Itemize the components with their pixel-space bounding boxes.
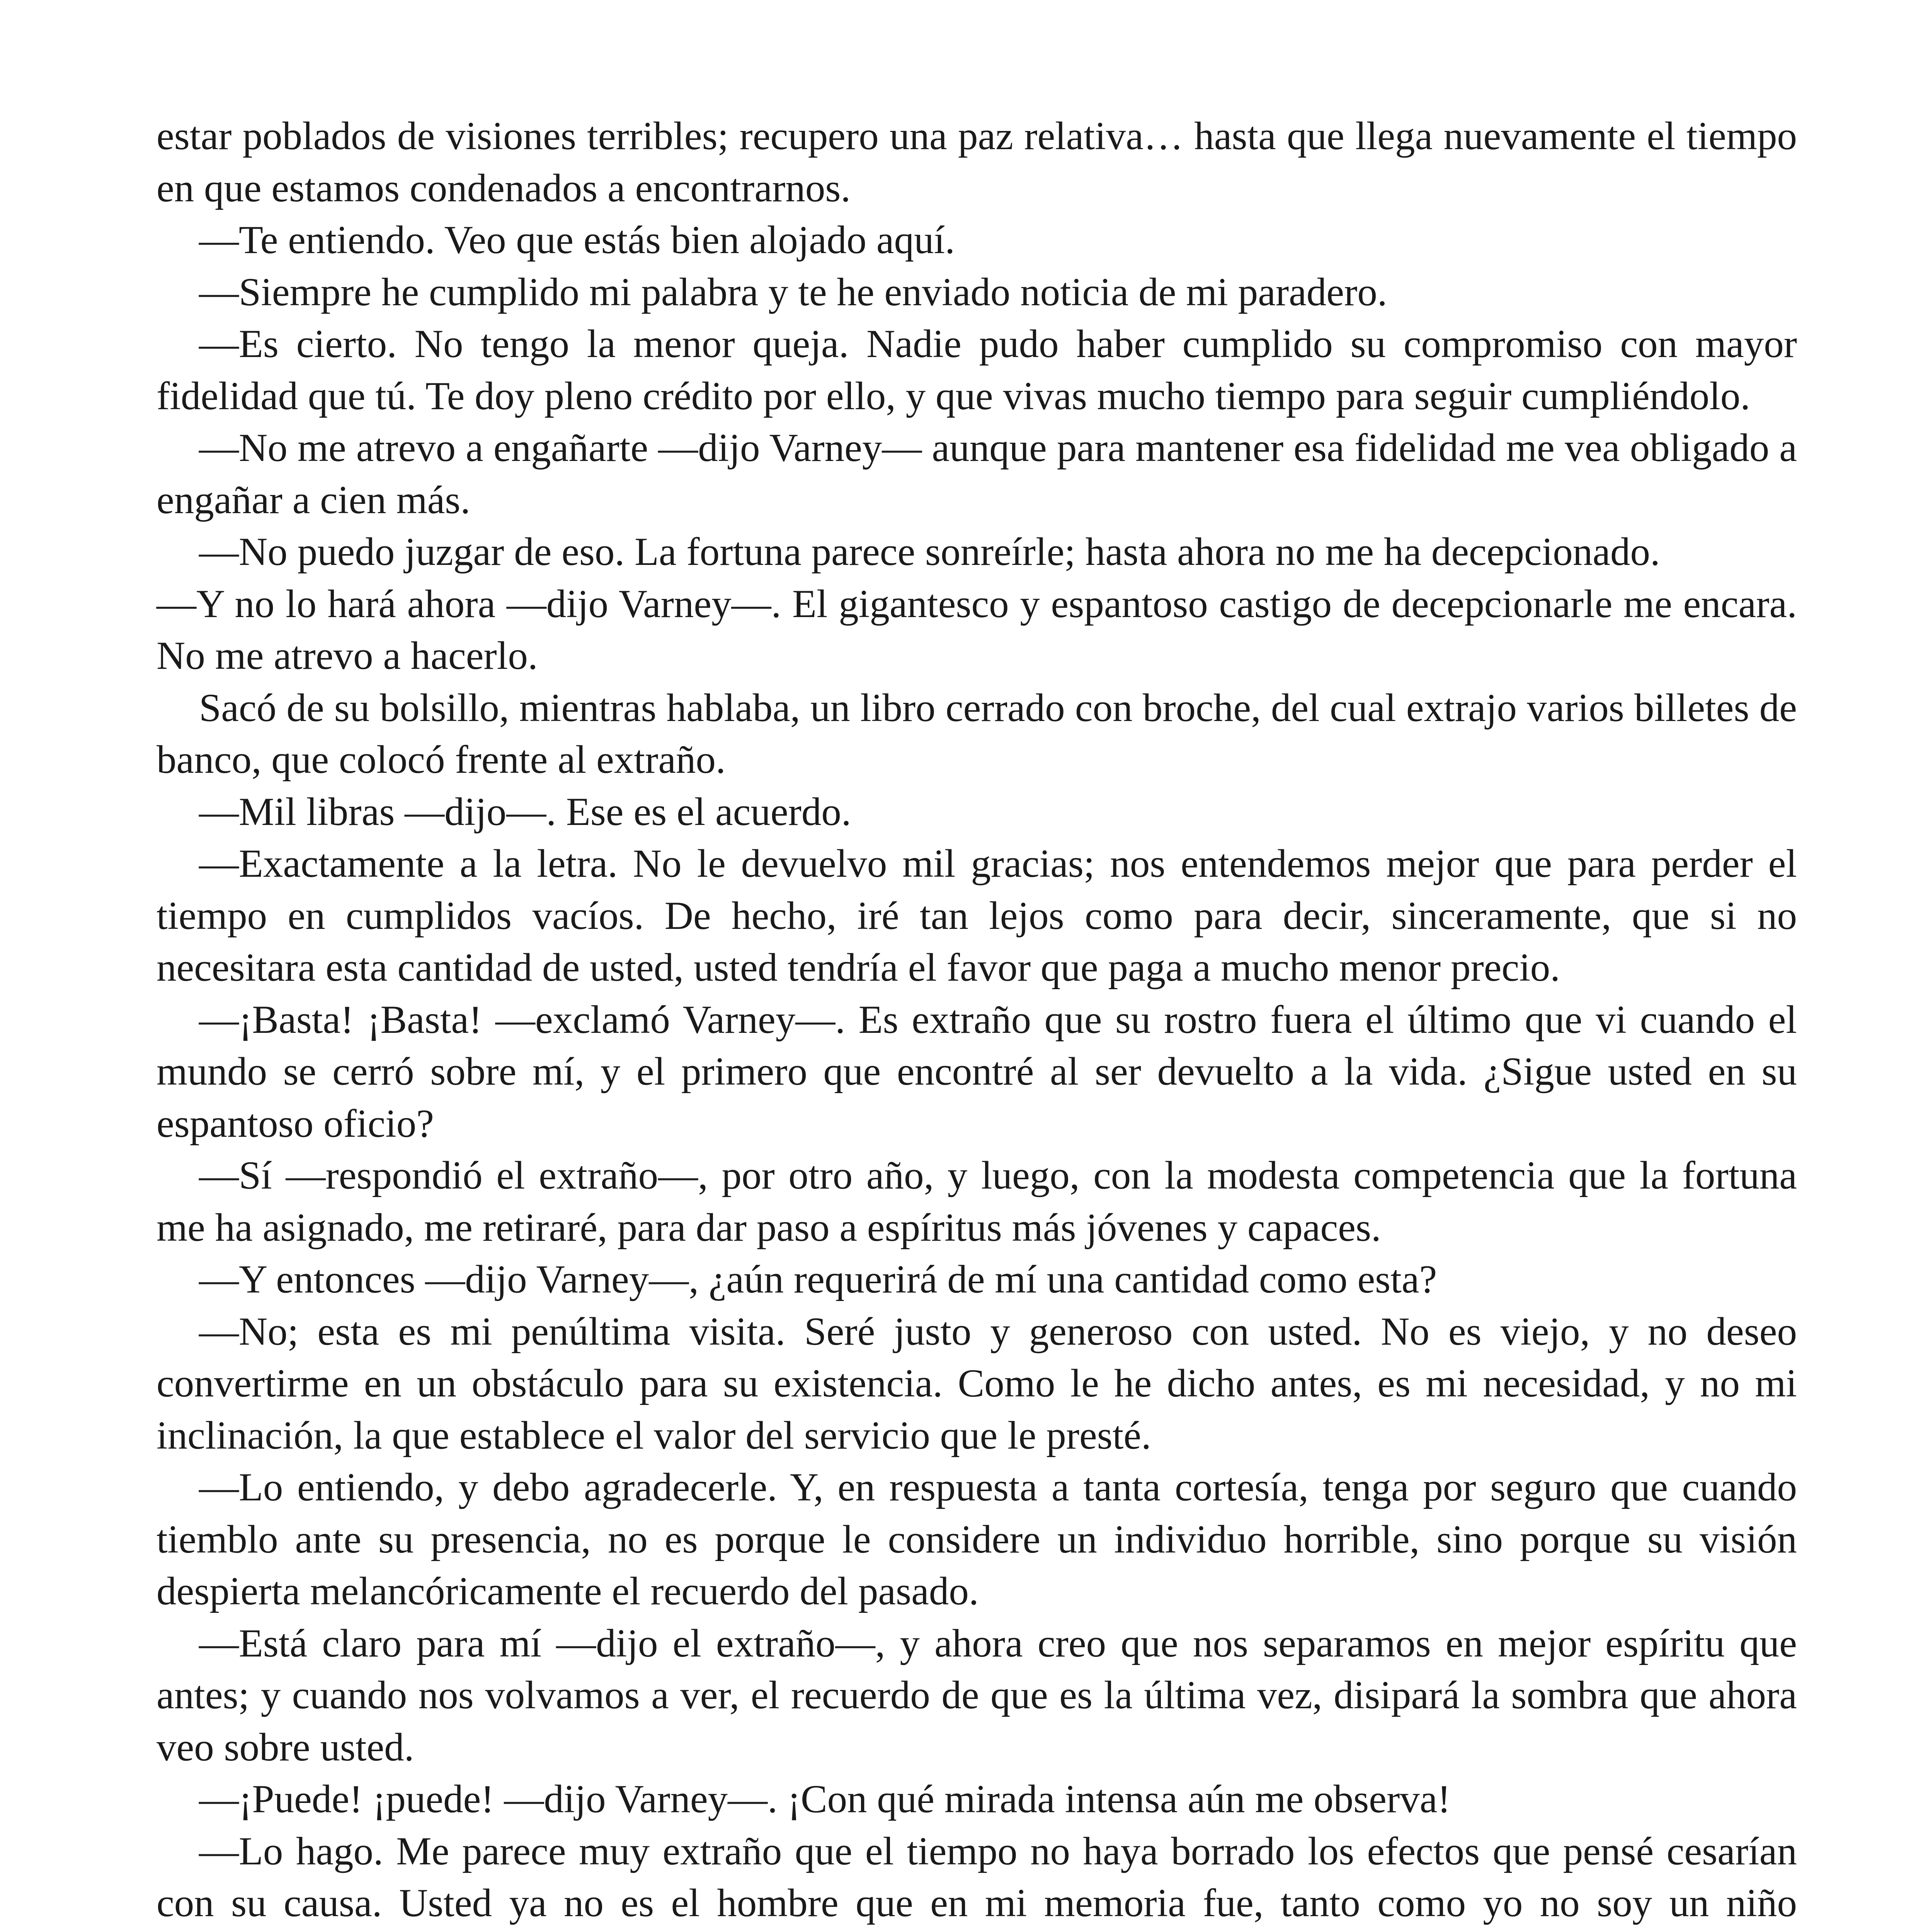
paragraph-5: —No me atrevo a engañarte —dijo Varney— aunque para mantener esa fidelidad me vea obligado a engañar a cien más. [157,426,1797,522]
paragraph-15: —Lo entiendo, y debo agradecerle. Y, en respuesta a tanta cortesía, tenga por seguro que cuando tiemblo ante su presencia, no es porque le considere un individuo horrible, sino porque su visión despierta melancóricamente el recuerdo del pasado. [157,1465,1797,1613]
paragraph-12: —Sí —respondió el extraño—, por otro año, y luego, con la modesta competencia que la fortuna me ha asignado, me retiraré, para dar paso a espíritus más jóvenes y capaces. [157,1153,1797,1250]
paragraph-1: estar poblados de visiones terribles; recupero una paz relativa… hasta que llega nuevamente el tiempo en que estamos condenados a encontrarnos. [157,114,1797,210]
paragraph-16: —Está claro para mí —dijo el extraño—, y ahora creo que nos separamos en mejor espíritu que antes; y cuando nos volvamos a ver, el recuerdo de que es la última vez, disipará la sombra que ahora veo sobre usted. [157,1621,1797,1769]
page-body [157,110,1797,1932]
paragraph-7: —Y no lo hará ahora —dijo Varney—. El gigantesco y espantoso castigo de decepcionarle me encara. No me atrevo a hacerlo. [157,582,1797,678]
paragraph-3: —Siempre he cumplido mi palabra y te he enviado noticia de mi paradero. [199,270,1387,314]
paragraph-4: —Es cierto. No tengo la menor queja. Nadie pudo haber cumplido su compromiso con mayor fidelidad que tú. Te doy pleno crédito por ello, y que vivas mucho tiempo para seguir cumpliéndolo. [157,322,1797,418]
paragraph-14: —No; esta es mi penúltima visita. Seré justo y generoso con usted. No es viejo, y no deseo convertirme en un obstáculo para su existencia. Como le he dicho antes, es mi necesidad, y no mi inclinación, la que establece el valor del servicio que le presté. [157,1309,1797,1458]
paragraph-13: —Y entonces —dijo Varney—, ¿aún requerirá de mí una cantidad como esta? [199,1257,1437,1301]
paragraph-2: —Te entiendo. Veo que estás bien alojado aquí. [199,218,955,262]
paragraph-6: —No puedo juzgar de eso. La fortuna parece sonreírle; hasta ahora no me ha decepcionado. [199,530,1660,574]
paragraph-18: —Lo hago. Me parece muy extraño que el tiempo no haya borrado los efectos que pensé cesarían con su causa. Usted ya no es el hombre que en mi memoria fue, tanto como yo no soy un niño [157,1829,1797,1925]
paragraph-17: —¡Puede! ¡puede! —dijo Varney—. ¡Con qué mirada intensa aún me observa! [199,1777,1451,1821]
paragraph-9: —Mil libras —dijo—. Ese es el acuerdo. [199,789,851,834]
paragraph-8: Sacó de su bolsillo, mientras hablaba, un libro cerrado con broche, del cual extrajo varios billetes de banco, que colocó frente al extraño. [157,685,1797,782]
paragraph-10: —Exactamente a la letra. No le devuelvo mil gracias; nos entendemos mejor que para perder el tiempo en cumplidos vacíos. De hecho, iré tan lejos como para decir, sinceramente, que si no necesitara esta cantidad de usted, usted tendría el favor que paga a mucho menor precio. [157,842,1797,990]
paragraph-11: —¡Basta! ¡Basta! —exclamó Varney—. Es extraño que su rostro fuera el último que vi cuando el mundo se cerró sobre mí, y el primero que encontré al ser devuelto a la vida. ¿Sigue usted en su espantoso oficio? [157,997,1797,1146]
